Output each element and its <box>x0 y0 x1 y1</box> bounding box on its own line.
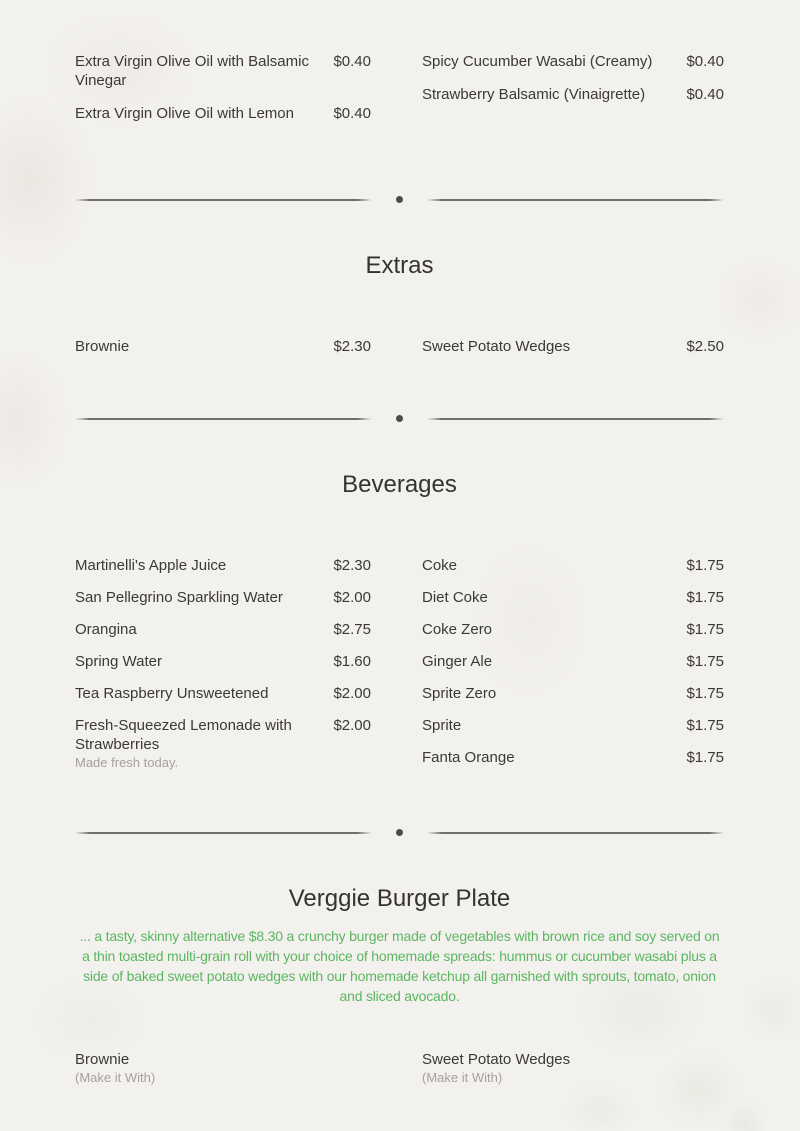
divider-line <box>427 199 724 201</box>
menu-item <box>75 337 371 356</box>
item-name: Brownie <box>75 1051 130 1068</box>
item-price: $1.75 <box>686 749 724 766</box>
menu-item <box>422 556 724 575</box>
divider-line <box>427 832 724 834</box>
verggie-left-column <box>75 1050 371 1086</box>
item-price: $2.00 <box>333 685 371 702</box>
menu-content <box>75 0 724 1086</box>
divider-dot-icon <box>396 415 403 422</box>
item-name: Martinelli's Apple Juice <box>75 557 227 574</box>
item-price: $1.75 <box>686 589 724 606</box>
item-price: $0.40 <box>686 86 724 103</box>
menu-item <box>75 556 371 575</box>
item-name: Diet Coke <box>422 589 488 606</box>
item-name: Sweet Potato Wedges <box>422 1051 571 1068</box>
menu-item <box>422 85 724 104</box>
menu-item <box>75 588 371 607</box>
item-price: $0.40 <box>686 53 724 70</box>
beverages-section <box>75 556 724 771</box>
menu-item <box>422 716 724 735</box>
item-price: $2.00 <box>333 589 371 606</box>
item-name: Spicy Cucumber Wasabi (Creamy) <box>422 53 653 70</box>
section-divider <box>75 196 724 203</box>
divider-line <box>75 832 372 834</box>
item-name: Orangina <box>75 621 137 638</box>
item-name: Spring Water <box>75 653 162 670</box>
menu-item <box>422 588 724 607</box>
item-note: (Make it With) <box>75 1070 156 1085</box>
item-name-wrap <box>422 1050 724 1086</box>
menu-item <box>75 1050 371 1086</box>
item-name-wrap <box>75 716 333 771</box>
divider-dot-icon <box>396 829 403 836</box>
menu-item <box>422 337 724 356</box>
item-name-wrap <box>75 1050 371 1086</box>
section-title-verggie-burger-plate: Verggie Burger Plate <box>288 885 511 912</box>
condiments-right-column <box>422 52 724 104</box>
menu-item <box>75 52 371 90</box>
item-name: Sweet Potato Wedges <box>422 338 571 355</box>
item-name: Sprite Zero <box>422 685 497 702</box>
section-title-beverages: Beverages <box>342 471 457 498</box>
item-name: Sprite <box>422 717 462 734</box>
item-price: $2.50 <box>686 338 724 355</box>
menu-item <box>422 652 724 671</box>
menu-item <box>75 652 371 671</box>
section-divider <box>75 829 724 836</box>
item-name: Extra Virgin Olive Oil with Lemon <box>75 105 294 122</box>
menu-item <box>422 52 724 71</box>
divider-dot-icon <box>396 196 403 203</box>
item-price: $2.30 <box>333 557 371 574</box>
item-name: Extra Virgin Olive Oil with Balsamic Vinegar <box>75 53 309 89</box>
verggie-burger-description: ... a tasty, skinny alternative $8.30 a crunchy burger made of vegetables with brown rice and soy served on a thin toasted multi-grain roll with your choice of homemade spreads: hummus or cucumber wasabi plus a side of baked sweet potato wedges with our homemade ketchup all garnished with sprouts, tomato, onion and sliced avocado. <box>79 928 720 1004</box>
extras-left-column <box>75 337 371 356</box>
menu-item <box>422 684 724 703</box>
menu-item <box>422 748 724 767</box>
divider-line <box>75 199 372 201</box>
item-name: San Pellegrino Sparkling Water <box>75 589 283 606</box>
item-price: $1.60 <box>333 653 371 670</box>
item-note: (Make it With) <box>422 1070 503 1085</box>
menu-item <box>75 716 371 771</box>
item-name: Brownie <box>75 338 130 355</box>
verggie-sides-section <box>75 1050 724 1086</box>
divider-line <box>427 418 724 420</box>
item-price: $2.00 <box>333 717 371 734</box>
item-name: Fresh-Squeezed Lemonade with Strawberries <box>75 717 292 753</box>
section-divider <box>75 415 724 422</box>
divider-line <box>75 418 372 420</box>
item-price: $1.75 <box>686 557 724 574</box>
item-name: Tea Raspberry Unsweetened <box>75 685 269 702</box>
item-price: $1.75 <box>686 685 724 702</box>
menu-item <box>422 1050 724 1086</box>
item-name: Coke <box>422 557 458 574</box>
item-price: $2.30 <box>333 338 371 355</box>
section-title-extras: Extras <box>365 252 434 279</box>
item-name: Coke Zero <box>422 621 493 638</box>
condiments-left-column <box>75 52 371 123</box>
beverages-right-column <box>422 556 724 767</box>
extras-section <box>75 337 724 356</box>
menu-item <box>422 620 724 639</box>
item-price: $1.75 <box>686 653 724 670</box>
extras-right-column <box>422 337 724 356</box>
menu-item <box>75 104 371 123</box>
item-name: Fanta Orange <box>422 749 515 766</box>
verggie-right-column <box>422 1050 724 1086</box>
item-price: $0.40 <box>333 105 371 122</box>
item-price: $1.75 <box>686 717 724 734</box>
menu-item <box>75 684 371 703</box>
item-name: Ginger Ale <box>422 653 493 670</box>
menu-item <box>75 620 371 639</box>
item-name: Strawberry Balsamic (Vinaigrette) <box>422 86 646 103</box>
beverages-left-column <box>75 556 371 771</box>
item-price: $2.75 <box>333 621 371 638</box>
item-price: $0.40 <box>333 53 371 70</box>
condiments-section <box>75 52 724 123</box>
item-price: $1.75 <box>686 621 724 638</box>
item-note: Made fresh today. <box>75 755 179 770</box>
